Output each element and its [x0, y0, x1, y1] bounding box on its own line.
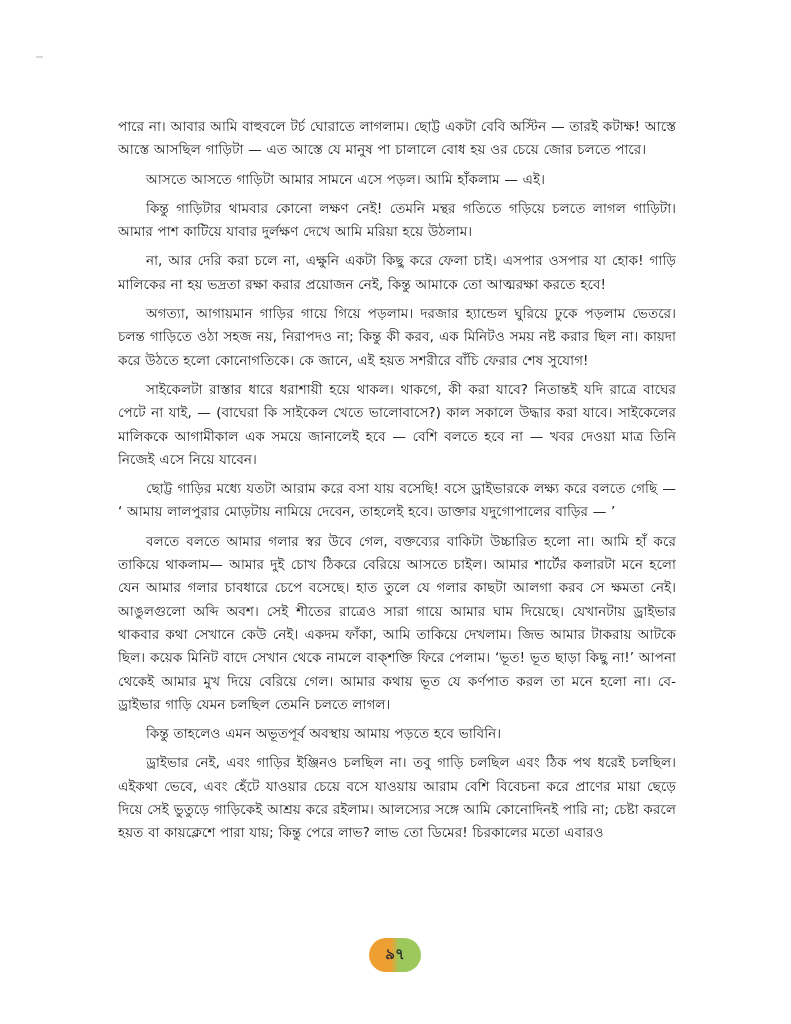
paragraph: আসতে আসতে গাড়িটা আমার সামনে এসে পড়ল। আমি হাঁকলাম — এই। — [146, 171, 545, 188]
corner-mark — [36, 56, 43, 58]
paragraph: কিন্তু গাড়িটার থামবার কোনো লক্ষণ নেই! তেমনি মন্থর গতিতে গড়িয়ে চলতে লাগল গাড়িটা। আমার পাশ কাটিয়ে যাবার দুর্লক্ষণ দেখে আমি মরিয়া হয়ে উঠলাম। — [118, 200, 676, 241]
paragraph: বলতে বলতে আমার গলার স্বর উবে গেল, বক্তব্যের বাকিটা উচ্চারিত হলো না। আমি হাঁ করে তাকিয়ে থাকলাম— আমার দুই চোখ ঠিকরে বেরিয়ে আসতে চাইল। আমার শার্টের কলারটা মনে হলো যেন আমার গলার চাবধারে চেপে বসেছে। হাত তুলে যে গলার কাছটা আলগা করব সে ক্ষমতা নেই। আঙুলগুলো অব্দি অবশ। সেই শীতের রাত্রেও সারা গায়ে আমার ঘাম দিয়েছে। যেখানটায় ড্রাইভার থাকবার কথা সেখানে কেউ নেই। একদম ফাঁকা, আমি তাকিয়ে দেখলাম। জিভ আমার টাকরায় আটকে ছিল। কয়েক মিনিট বাদে সেখান থেকে নামলে বাক্‌শক্তি ফিরে পেলাম। ‘ভূত! ভূত ছাড়া কিছু না!’ আপনা থেকেই আমার মুখ দিয়ে বেরিয়ে গেল। আমার কথায় ভূত যে কর্ণপাত করল তা মনে হলো না। বে-ড্রাইভার গাড়ি যেমন চলছিল তেমনি চলতে লাগল। — [118, 533, 676, 713]
page-body — [118, 116, 676, 928]
paragraph: কিন্তু তাহলেও এমন অভূতপূর্ব অবস্থায় আমায় পড়তে হবে ভাবিনি। — [146, 726, 502, 743]
paragraph: ছোট্ট গাড়ির মধ্যে যতটা আরাম করে বসা যায় বসেছি! বসে ড্রাইভারকে লক্ষ্য করে বলতে গেছি — ‘ আমায় লালপুরার মোড়টায় নামিয়ে দেবেন, তাহলেই হবে। ডাক্তার যদুগোপালের বাড়ির — ’ — [118, 481, 676, 521]
paragraph: সাইকেলটা রাস্তার ধারে ধরাশায়ী হয়ে থাকল। থাকগে, কী করা যাবে? নিতান্তই যদি রাত্রে বাঘের পেটে না যাই, — (বাঘেরা কি সাইকেল খেতে ভালোবাসে?) কাল সকালে উদ্ধার করা যাবে। সাইকেলের মালিককে আগামীকাল এক সময়ে জানালেই হবে — বেশি বলতে হবে না — খবর দেওয়া মাত্র তিনি নিজেই এসে নিয়ে যাবেন। — [118, 381, 676, 468]
paragraph: না, আর দেরি করা চলে না, এক্ষুনি একটা কিছু করে ফেলা চাই। এসপার ওসপার যা হোক! গাড়ি মালিকের না হয় ভদ্রতা রক্ষা করার প্রয়োজন নেই, কিন্তু আমাকে তো আত্মরক্ষা করতে হবে! — [118, 253, 676, 293]
page-number: ৯৭ — [385, 944, 405, 963]
paragraph: ড্রাইভার নেই, এবং গাড়ির ইঞ্জিনও চলছিল না। তবু গাড়ি চলছিল এবং ঠিক পথ ধরেই চলছিল। এইকথা ভেবে, এবং হেঁটে যাওয়ার চেয়ে বসে যাওয়ায় আরাম বেশি বিবেচনা করে প্রাণের মায়া ছেড়ে দিয়ে সেই ভুতুড়ে গাড়িকেই আশ্রয় করে রইলাম। আলস্যের সঙ্গে আমি কোনোদিনই পারি না; চেষ্টা করলে হয়ত বা কায়ক্লেশে পারা যায়; কিন্তু পেরে লাভ? লাভ তো ডিমের! চিরকালের মতো এবারও — [118, 755, 676, 842]
page-number-badge — [369, 938, 421, 972]
paragraph: পারে না। আবার আমি বাহুবলে টর্চ ঘোরাতে লাগলাম। ছোট্ট একটা বেবি অস্টিন — তারই কটাক্ষ! আস্তে আস্তে আসছিল গাড়িটা — এত আস্তে যে মানুষ পা চালালে বোধ হয় ওর চেয়ে জোর চলতে পারে। — [118, 119, 676, 159]
paragraph: অগত্যা, আগায়মান গাড়ির গায়ে গিয়ে পড়লাম। দরজার হ্যান্ডেল ঘুরিয়ে ঢুকে পড়লাম ভেতরে। চলন্ত গাড়িতে ওঠা সহজ নয়, নিরাপদও না; কিন্তু কী করব, এক মিনিটও সময় নষ্ট করার ছিল না। কায়দা করে উঠতে হলো কোনোগতিকে। কে জানে, এই হয়ত সশরীরে বাঁচি ফেরার শেষ সুযোগ! — [118, 306, 676, 369]
